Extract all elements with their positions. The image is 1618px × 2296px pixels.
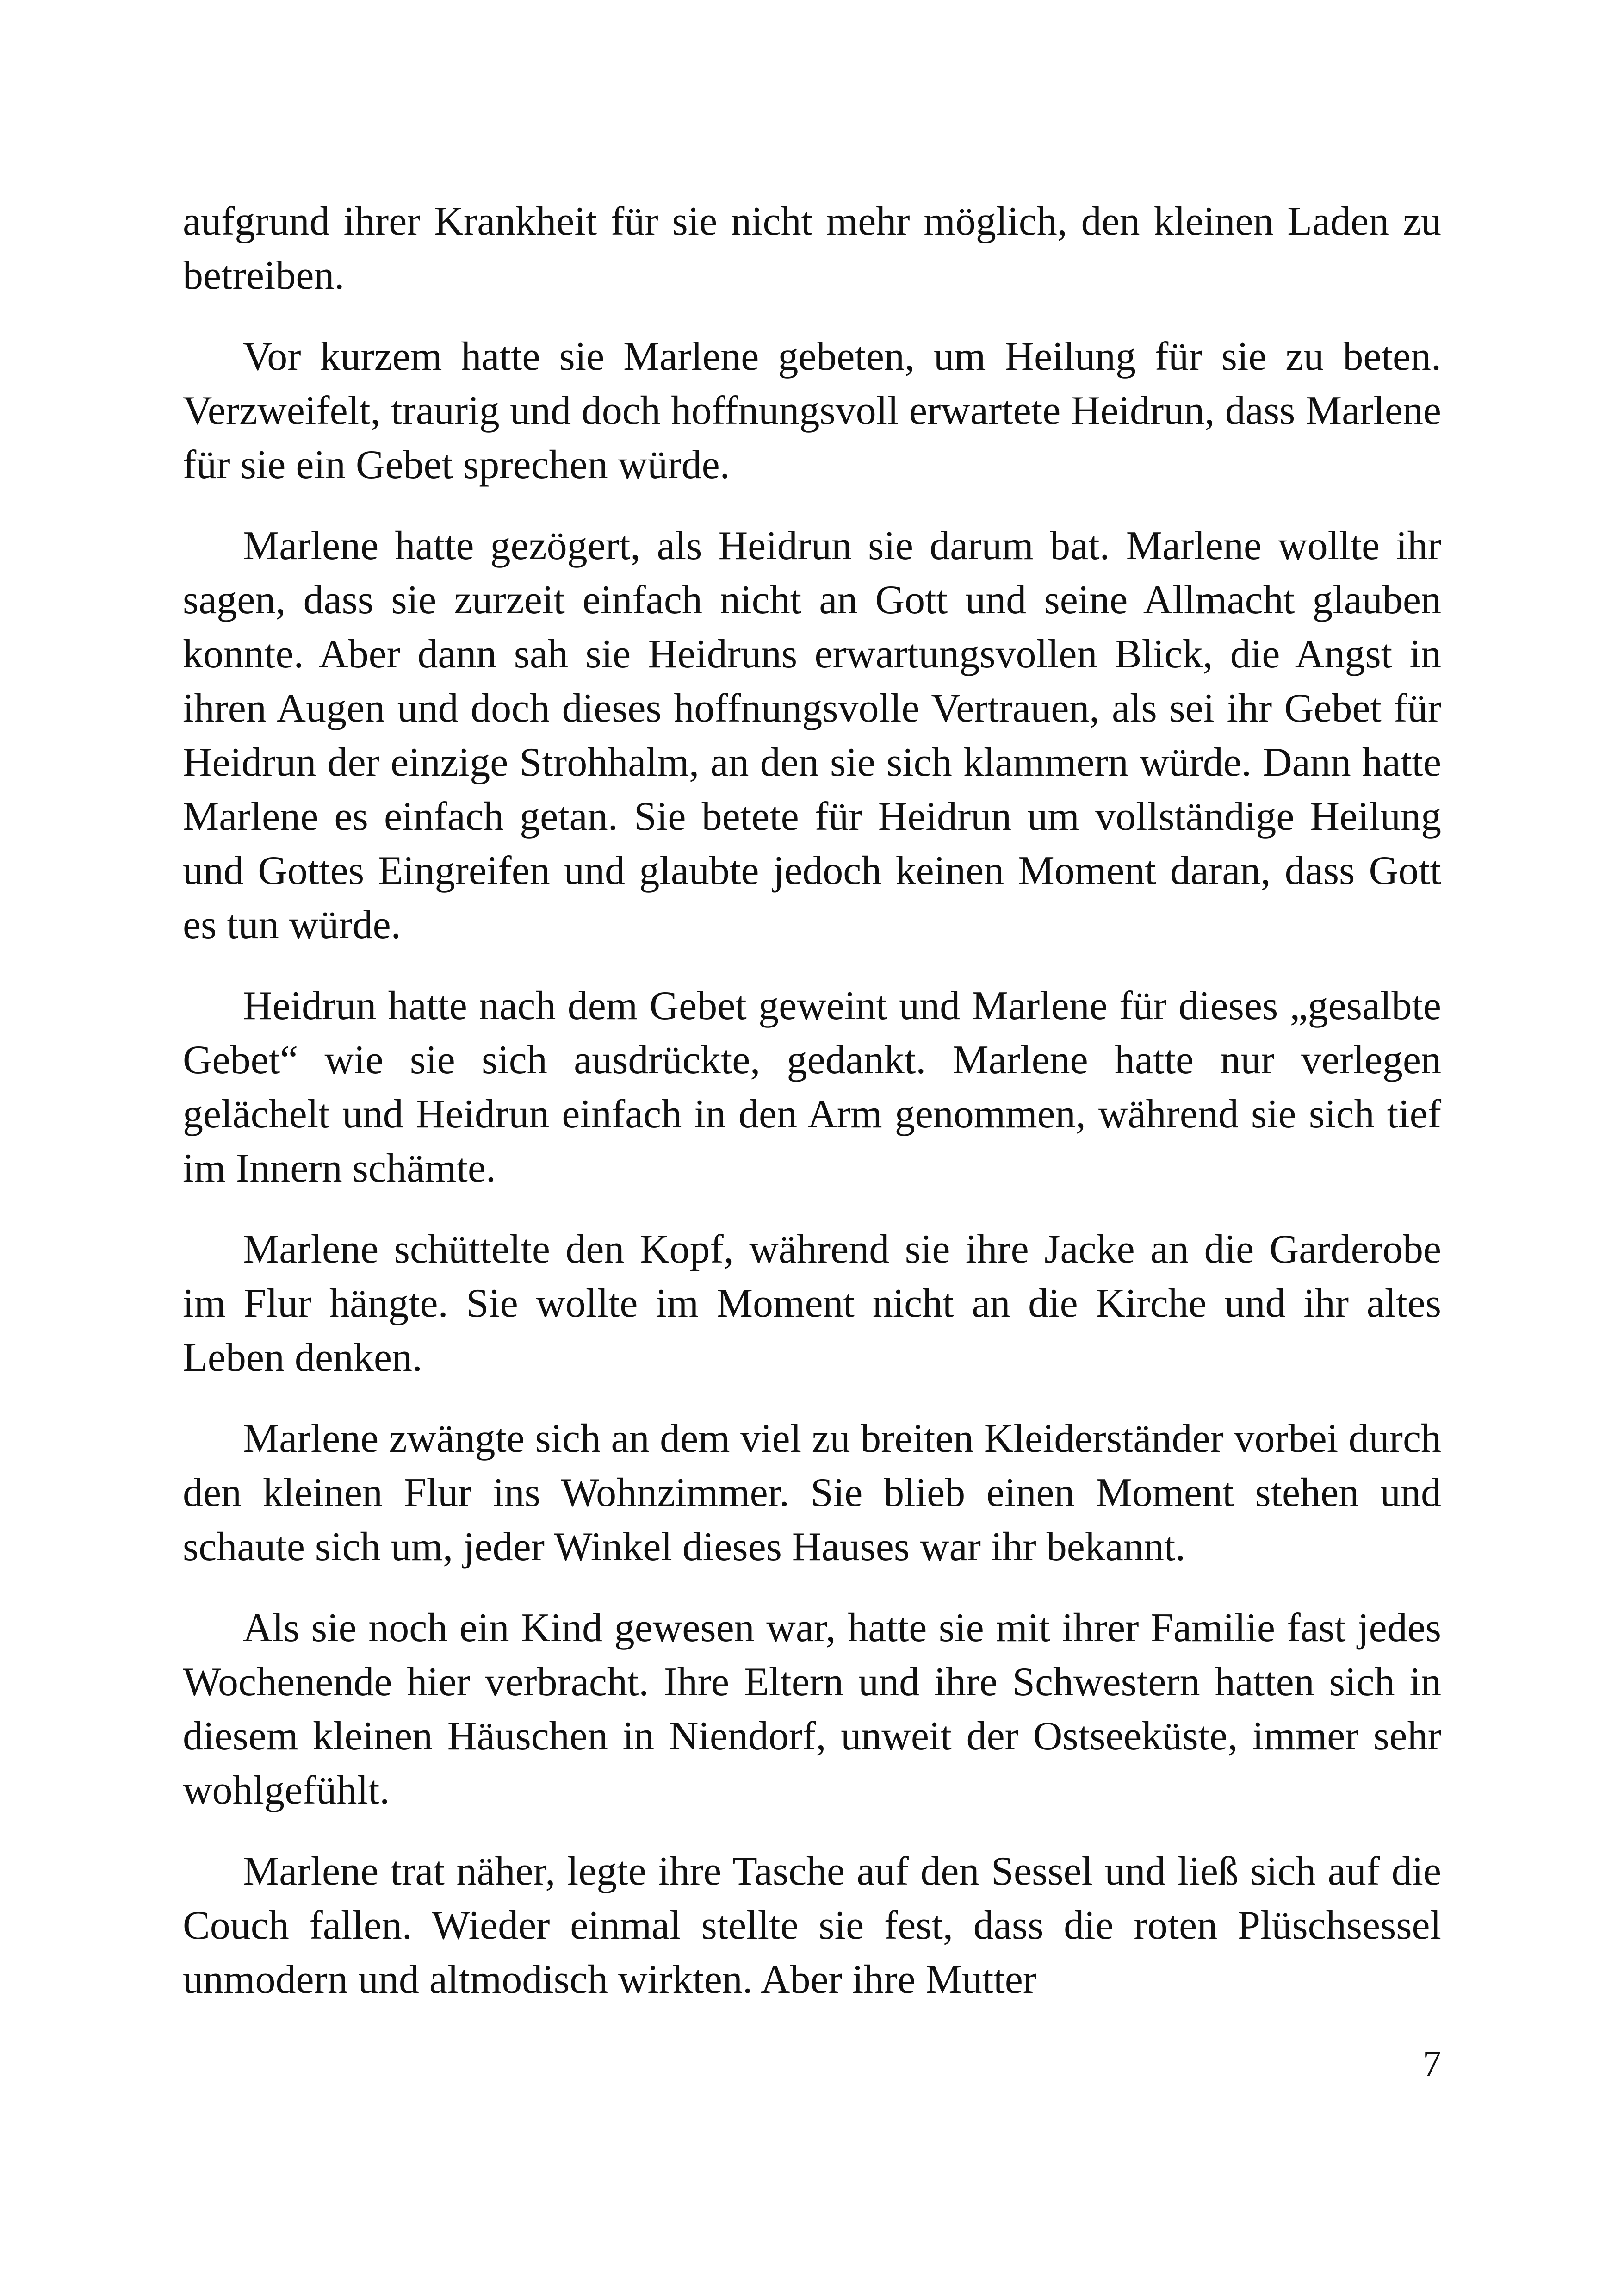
page-number: 7 (1423, 2044, 1441, 2084)
paragraph-4: Heidrun hatte nach dem Gebet geweint und Marlene für dieses „gesalbte Gebet“ wie sie sich ausdrückte, gedankt. Marlene hatte nur verlegen gelächelt und Heidrun einfach in den Arm genommen, während sie sich tief im Innern schämte. (183, 983, 1441, 1191)
paragraph-3: Marlene hatte gezögert, als Heidrun sie darum bat. Marlene wollte ihr sagen, dass sie zurzeit einfach nicht an Gott und seine Allmacht glauben konnte. Aber dann sah sie Heidruns erwartungsvollen Blick, die Angst in ihren Augen und doch dieses hoffnungsvolle Vertrauen, als sei ihr Gebet für Heidrun der einzige Strohhalm, an den sie sich klammern würde. Dann hatte Marlene es einfach getan. Sie betete für Heidrun um vollständige Heilung und Gottes Eingreifen und glaubte jedoch keinen Moment daran, dass Gott es tun würde. (183, 523, 1441, 947)
paragraph-1: aufgrund ihrer Krankheit für sie nicht mehr möglich, den kleinen Laden zu betreiben. (183, 199, 1441, 298)
paragraph-2: Vor kurzem hatte sie Marlene gebeten, um Heilung für sie zu beten. Verzweifelt, traurig und doch hoffnungsvoll erwartete Heidrun, dass Marlene für sie ein Gebet sprechen würde. (183, 334, 1441, 487)
paragraph-7: Als sie noch ein Kind gewesen war, hatte sie mit ihrer Familie fast jedes Wochenende hier verbracht. Ihre Eltern und ihre Schwestern hatten sich in diesem kleinen Häuschen in Niendorf, unweit der Ostseeküste, immer sehr wohlgefühlt. (183, 1605, 1441, 1813)
paragraph-6: Marlene zwängte sich an dem viel zu breiten Kleiderständer vorbei durch den kleinen Flur ins Wohnzimmer. Sie blieb einen Moment stehen und schaute sich um, jeder Winkel dieses Hauses war ihr bekannt. (183, 1416, 1441, 1569)
paragraph-5: Marlene schüttelte den Kopf, während sie ihre Jacke an die Garderobe im Flur hängte. Sie wollte im Moment nicht an die Kirche und ihr altes Leben denken. (183, 1227, 1441, 1380)
paragraph-8: Marlene trat näher, legte ihre Tasche auf den Sessel und ließ sich auf die Couch fallen. Wieder einmal stellte sie fest, dass die roten Plüschsessel unmodern und altmodisch wirkten. Aber ihre Mutter (183, 1849, 1441, 2002)
page-body (183, 194, 1441, 2034)
